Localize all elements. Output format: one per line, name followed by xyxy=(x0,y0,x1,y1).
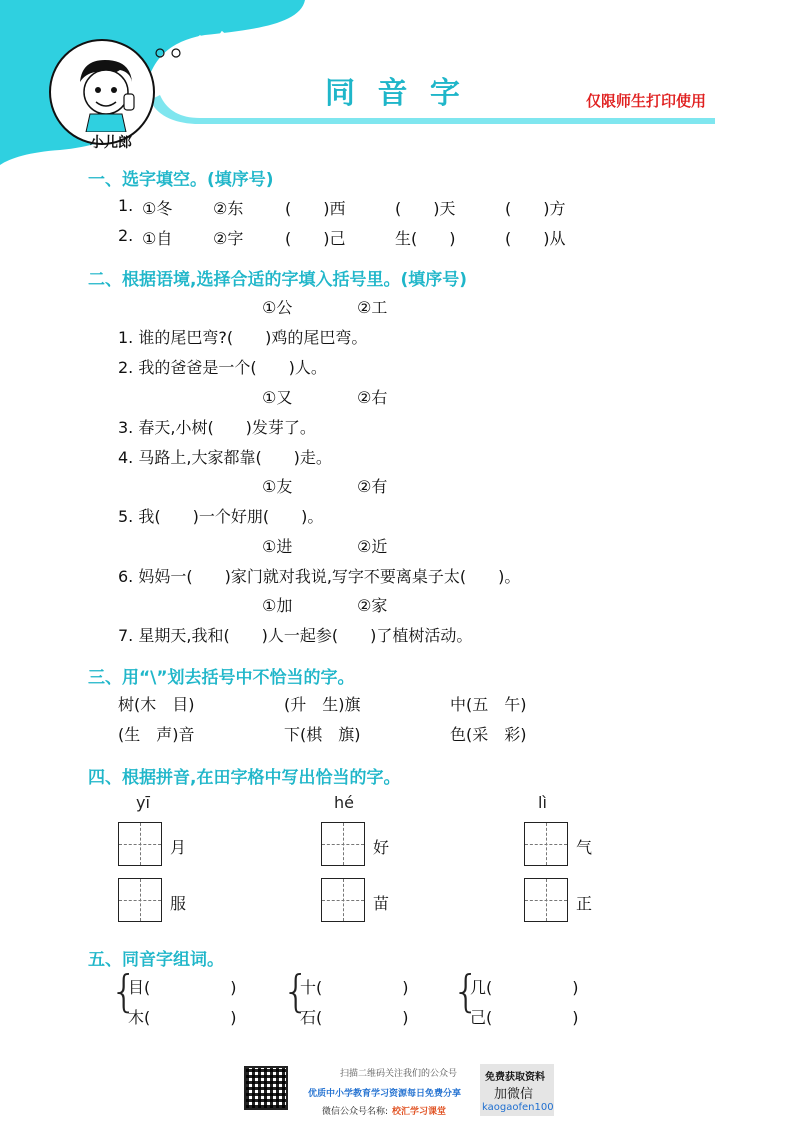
option-label: ②右 xyxy=(357,388,388,407)
word-group-item[interactable]: 目( ) xyxy=(128,978,237,997)
option-label: ①友 xyxy=(262,477,293,496)
question-item[interactable]: 1. 谁的尾巴弯?( )鸡的尾巴弯。 xyxy=(118,328,368,347)
writing-grid-box[interactable] xyxy=(118,822,162,866)
page-title: 同 音 字 xyxy=(325,76,466,111)
strike-item[interactable]: 树(木 目) xyxy=(118,695,195,714)
section1-blank[interactable]: 生( ) xyxy=(395,229,456,248)
section1-heading: 一、选字填空。(填序号) xyxy=(88,170,274,190)
grid-char: 月 xyxy=(170,838,187,857)
brace-icon: { xyxy=(452,966,480,1017)
section1-row-opt1: ①冬 xyxy=(142,199,173,218)
account-label: 微信公众号名称: xyxy=(322,1107,389,1117)
section1-row-opt1: ①自 xyxy=(142,229,173,248)
option-label: ②家 xyxy=(357,596,388,615)
writing-grid-box[interactable] xyxy=(321,878,365,922)
strike-item[interactable]: (升 生)旗 xyxy=(284,695,361,714)
pinyin-label: hé xyxy=(334,793,354,812)
share-text: 优质中小学教育学习资源每日免费分享 xyxy=(308,1089,462,1099)
restriction-note: 仅限师生打印使用 xyxy=(586,92,707,110)
brace-icon: { xyxy=(282,966,310,1017)
question-item[interactable]: 4. 马路上,大家都靠( )走。 xyxy=(118,448,332,467)
section1-blank[interactable]: ( )从 xyxy=(505,229,566,248)
section1-blank[interactable]: ( )西 xyxy=(285,199,346,218)
grid-char: 苗 xyxy=(373,894,390,913)
word-group-item[interactable]: 几( ) xyxy=(470,978,579,997)
account-name: 校汇学习课堂 xyxy=(392,1107,447,1117)
section1-row-opt2: ②字 xyxy=(213,229,244,248)
brace-icon: { xyxy=(110,966,138,1017)
section4-heading: 四、根据拼音,在田字格中写出恰当的字。 xyxy=(88,768,401,788)
grid-char: 正 xyxy=(576,894,593,913)
grid-char: 服 xyxy=(170,894,187,913)
word-group-item[interactable]: 木( ) xyxy=(128,1008,237,1027)
wechat-label: 加微信 xyxy=(494,1087,534,1102)
strike-item[interactable]: (生 声)音 xyxy=(118,725,195,744)
writing-grid-box[interactable] xyxy=(321,822,365,866)
qr-code-icon[interactable] xyxy=(244,1066,288,1110)
strike-item[interactable]: 下(棋 旗) xyxy=(284,725,361,744)
option-label: ②工 xyxy=(357,298,388,317)
section1-blank[interactable]: ( )方 xyxy=(505,199,566,218)
question-item[interactable]: 3. 春天,小树( )发芽了。 xyxy=(118,418,316,437)
word-group-item[interactable]: 己( ) xyxy=(470,1008,579,1027)
pinyin-label: yī xyxy=(136,793,150,812)
section1-blank[interactable]: ( )天 xyxy=(395,199,456,218)
section5-heading: 五、同音字组词。 xyxy=(88,950,224,970)
writing-grid-box[interactable] xyxy=(524,822,568,866)
strike-item[interactable]: 色(采 彩) xyxy=(450,725,527,744)
option-label: ①公 xyxy=(262,298,293,317)
mascot-label: 小儿郎 xyxy=(90,135,132,151)
grid-char: 好 xyxy=(373,838,390,857)
question-item[interactable]: 6. 妈妈一( )家门就对我说,写字不要离桌子太( )。 xyxy=(118,567,521,586)
option-label: ①进 xyxy=(262,537,293,556)
question-item[interactable]: 5. 我( )一个好朋( )。 xyxy=(118,507,324,526)
writing-grid-box[interactable] xyxy=(524,878,568,922)
pinyin-label: lì xyxy=(538,793,547,812)
word-group-item[interactable]: 十( ) xyxy=(300,978,409,997)
question-item[interactable]: 7. 星期天,我和( )人一起参( )了植树活动。 xyxy=(118,626,473,645)
section1-row-num: 1. xyxy=(118,196,134,215)
wechat-id: kaogaofen100 xyxy=(482,1102,554,1113)
section3-heading: 三、用“\”划去括号中不恰当的字。 xyxy=(88,668,355,688)
section1-row-opt2: ②东 xyxy=(213,199,244,218)
grid-char: 气 xyxy=(576,838,593,857)
scan-text: 扫描二维码关注我们的公众号 xyxy=(340,1069,458,1079)
section1-blank[interactable]: ( )己 xyxy=(285,229,346,248)
option-label: ①又 xyxy=(262,388,293,407)
question-item[interactable]: 2. 我的爸爸是一个( )人。 xyxy=(118,358,327,377)
section2-heading: 二、根据语境,选择合适的字填入括号里。(填序号) xyxy=(88,270,467,290)
strike-item[interactable]: 中(五 午) xyxy=(450,695,527,714)
mascot-icon xyxy=(60,52,150,132)
option-label: ②近 xyxy=(357,537,388,556)
option-label: ①加 xyxy=(262,596,293,615)
writing-grid-box[interactable] xyxy=(118,878,162,922)
word-group-item[interactable]: 石( ) xyxy=(300,1008,409,1027)
section1-row-num: 2. xyxy=(118,226,134,245)
option-label: ②有 xyxy=(357,477,388,496)
free-label: 免费获取资料 xyxy=(485,1072,545,1083)
